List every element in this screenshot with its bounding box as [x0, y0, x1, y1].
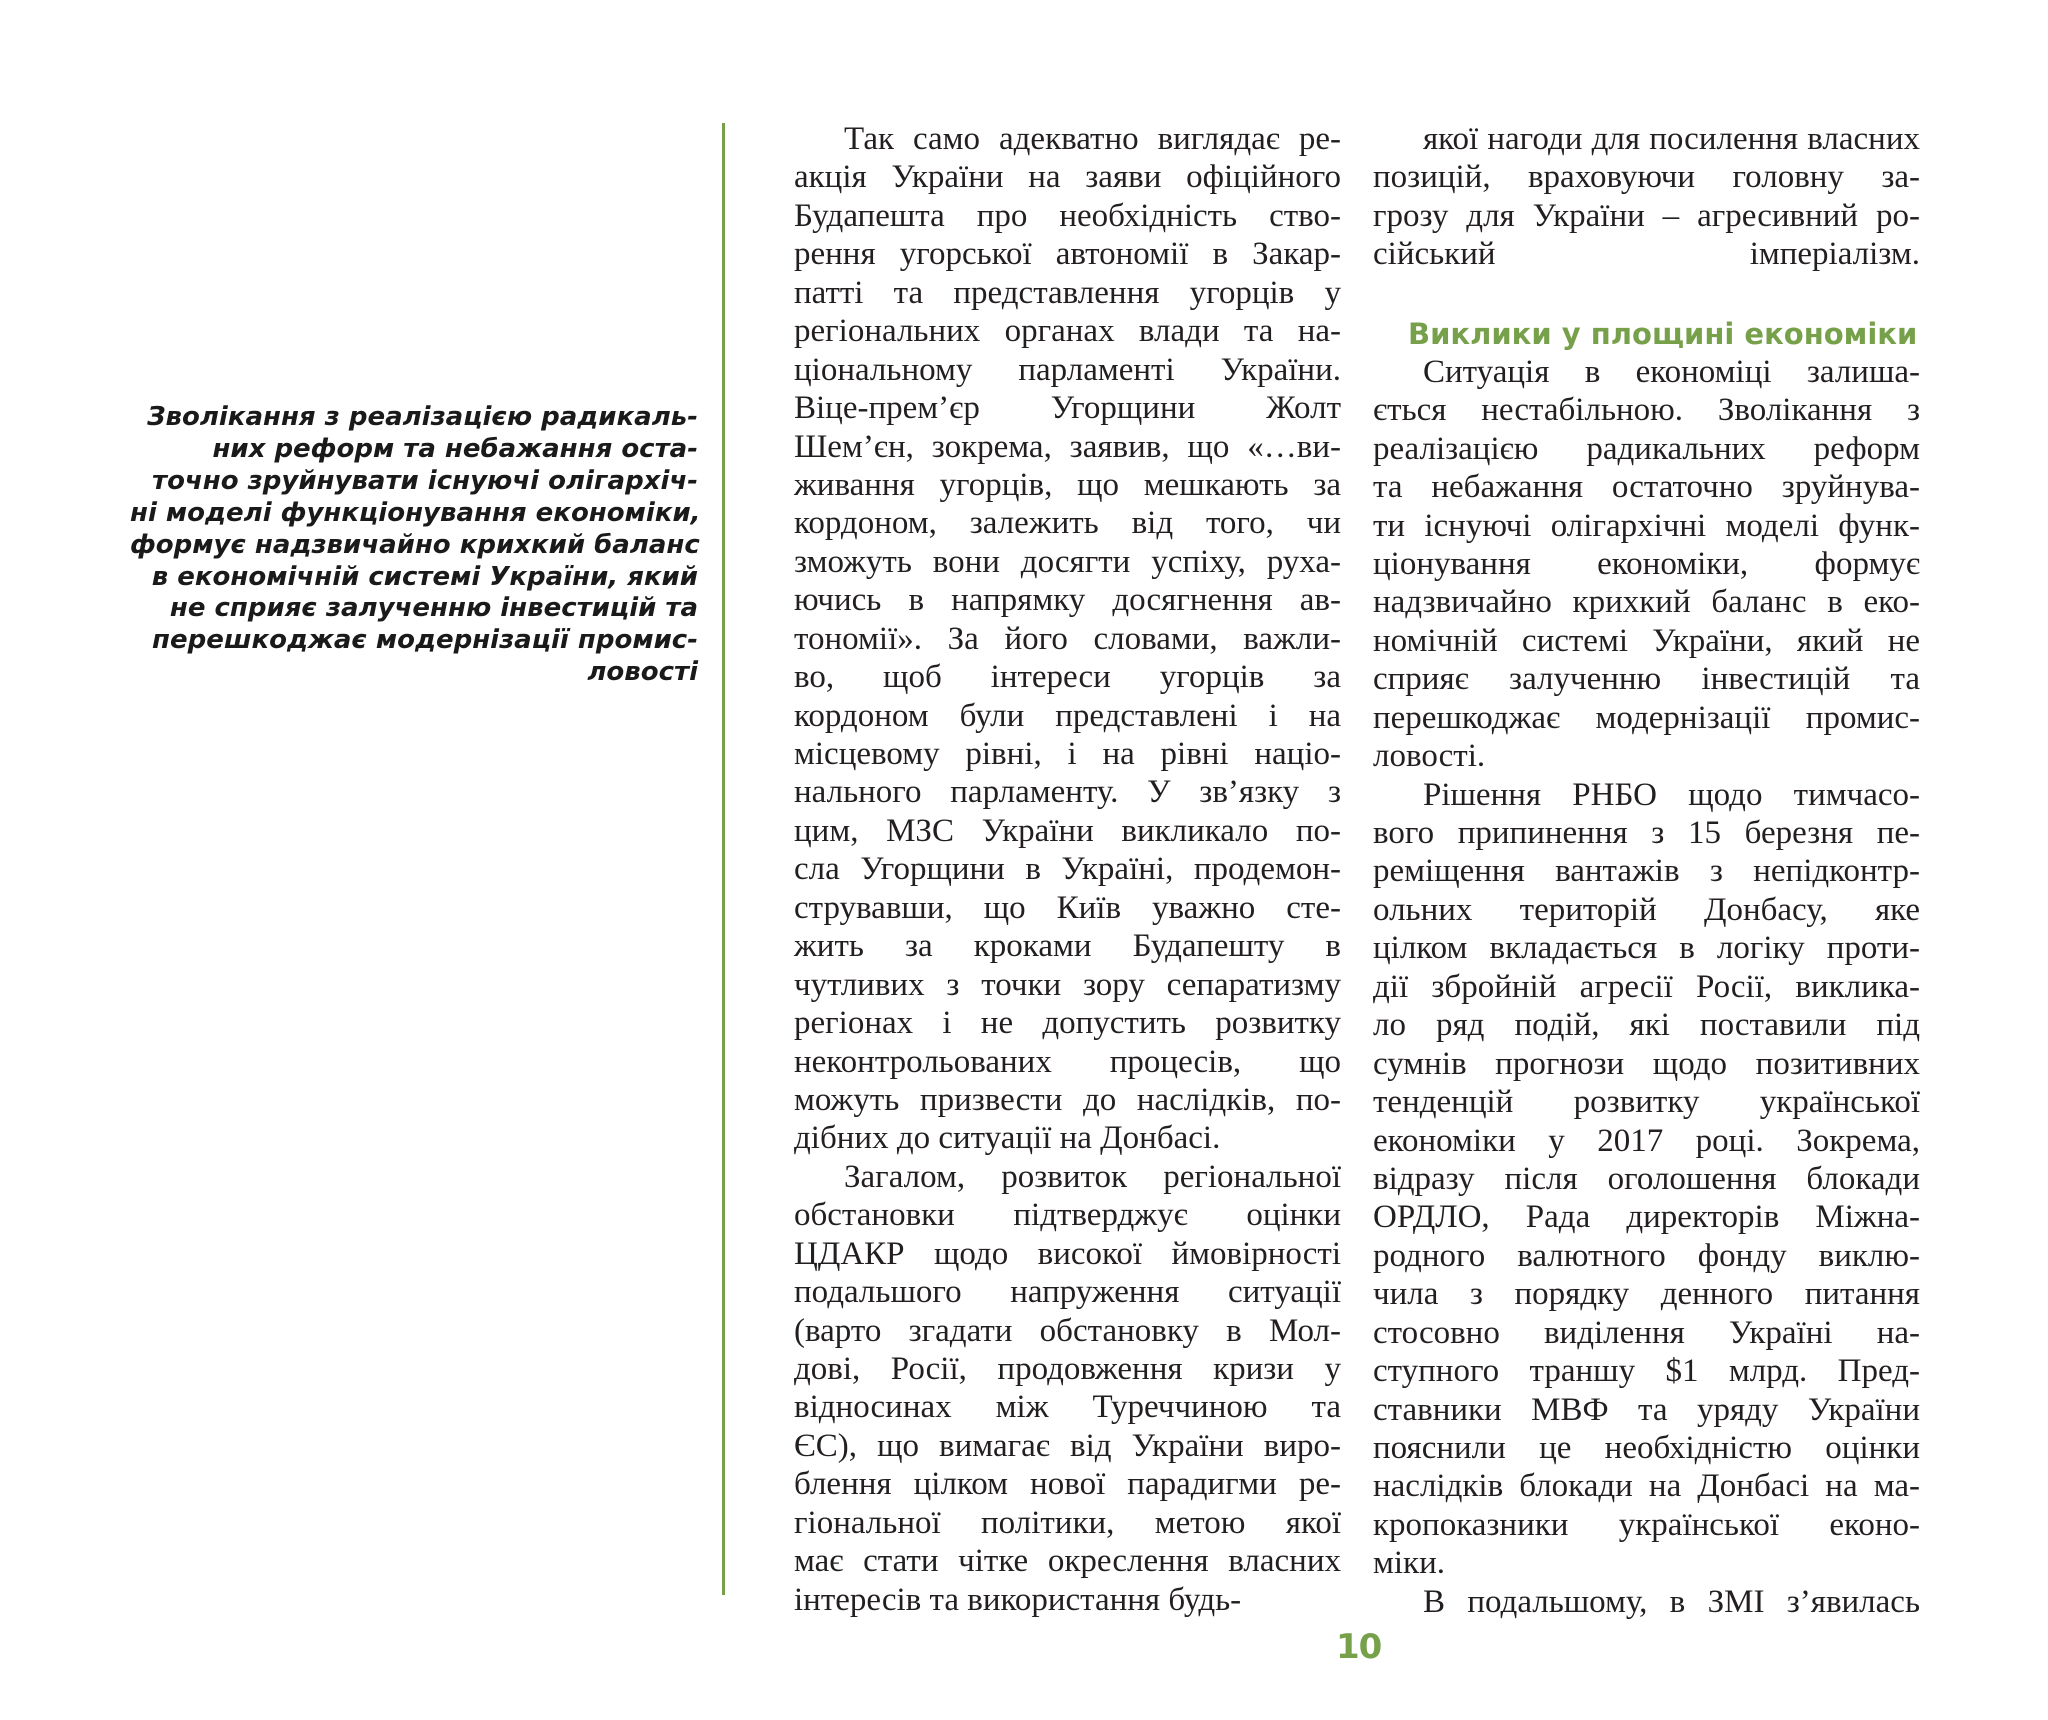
text-line: економіки у 2017 році. Зокрема, [1373, 1122, 1920, 1159]
pull-quote-line: них реформ та небажання оста- [212, 433, 698, 464]
text-line: чила з порядку денного питання [1373, 1276, 1920, 1313]
text-line: дові, Росії, продовження кризи у [794, 1351, 1341, 1387]
text-line: во, щоб інтереси угорців за [794, 659, 1341, 696]
text-line: ЦДАКР щодо високої ймовірності [794, 1235, 1341, 1272]
text-line: якої нагоди для посилення власних [1423, 121, 1920, 157]
text-line: ставники МВФ та уряду України [1373, 1391, 1920, 1428]
text-line: струвавши, що Київ уважно сте- [794, 889, 1341, 926]
text-line: відразу після оголошення блокади [1373, 1160, 1920, 1197]
pull-quote-line: в економічній системі України, який [151, 561, 698, 592]
text-line: ловості. [1373, 738, 1486, 775]
text-line: зможуть вони досягти успіху, руха- [794, 543, 1341, 580]
text-line: позицій, враховуючи головну за- [1373, 159, 1920, 196]
text-line: тономії». За його словами, важли- [794, 620, 1341, 657]
text-line: реалізацією радикальних реформ [1373, 430, 1920, 467]
text-line: Ситуація в економіці залиша- [1423, 353, 1920, 390]
text-line: ціонування економіки, формує [1373, 545, 1920, 582]
text-column-right [1373, 120, 1920, 1621]
paragraph [794, 120, 1341, 1158]
section-heading: Виклики у площині економіки [1408, 316, 1918, 351]
text-line: рення угорської автономії в Закар- [794, 236, 1341, 273]
text-line: живання угорців, що мешкають за [794, 466, 1341, 503]
paragraph [1373, 120, 1920, 274]
text-line: ється нестабільною. Зволікання з [1373, 392, 1920, 429]
text-line: кордоном були представлені і на [794, 697, 1341, 734]
text-line: реміщення вантажів з непідконтр- [1373, 853, 1920, 890]
text-line: патті та представлення угорців у [794, 274, 1341, 311]
text-line: можуть призвести до наслідків, по- [794, 1081, 1341, 1118]
pull-quote-line: не сприяє залученню інвестицій та [169, 593, 698, 624]
text-line: акція України на заяви офіційного [794, 159, 1341, 196]
pull-quote-line: ловості [587, 657, 698, 688]
text-column-left [794, 120, 1341, 1619]
text-line: чутливих з точки зору сепаратизму [794, 966, 1341, 1003]
text-line: ступного траншу $1 млрд. Пред- [1373, 1353, 1920, 1390]
text-line: Шем’єн, зокрема, заявив, що «…ви- [794, 428, 1341, 465]
text-line: Рішення РНБО щодо тимчасо- [1423, 776, 1920, 813]
text-line: цілком вкладається в логіку проти- [1373, 930, 1920, 967]
page-number: 10 [1336, 1627, 1382, 1667]
text-line: родного валютного фонду виклю- [1373, 1237, 1920, 1274]
text-line: номічній системі України, який не [1373, 622, 1920, 659]
text-line: цим, МЗС України викликало по- [794, 812, 1341, 849]
text-line: грозу для України – агресивний ро- [1373, 197, 1920, 234]
text-line: жить за кроками Будапешту в [794, 928, 1341, 965]
text-line: Загалом, розвиток регіональної [844, 1158, 1341, 1195]
text-line: регіональних органах влади та на- [794, 313, 1341, 350]
text-line: гіональної політики, метою якої [794, 1504, 1341, 1541]
text-line: нального парламенту. У зв’язку з [794, 774, 1341, 811]
text-line: надзвичайно крихкий баланс в еко- [1373, 584, 1920, 621]
paragraph [1373, 776, 1920, 1583]
text-line: ОРДЛО, Рада директорів Міжна- [1373, 1199, 1920, 1236]
text-line: Так само адекватно виглядає ре- [844, 121, 1341, 157]
text-line: інтересів та використання будь- [794, 1581, 1242, 1618]
text-line: подальшого напруження ситуації [794, 1274, 1341, 1311]
text-line: ти існуючі олігархічні моделі функ- [1373, 507, 1920, 544]
text-line: ЄС), що вимагає від України виро- [794, 1427, 1341, 1464]
text-line: наслідків блокади на Донбасі на ма- [1373, 1468, 1920, 1505]
pull-quote [130, 402, 701, 689]
pull-quote-line: Зволікання з реалізацією радикаль- [147, 402, 698, 432]
text-line: відносинах між Туреччиною та [794, 1389, 1341, 1426]
text-line: ло ряд подій, які поставили під [1373, 1007, 1920, 1044]
text-line: тенденцій розвитку української [1373, 1084, 1920, 1121]
paragraph [1373, 1583, 1920, 1621]
text-line: та небажання остаточно зруйнува- [1373, 469, 1920, 506]
text-line: кордоном, залежить від того, чи [794, 505, 1341, 542]
text-line: неконтрольованих процесів, що [794, 1043, 1341, 1080]
pull-quote-line: ні моделі функціонування економіки, [130, 497, 701, 528]
text-line: перешкоджає модернізації промис- [1373, 699, 1920, 736]
text-line: стосовно виділення Україні на- [1373, 1314, 1920, 1351]
text-line: сприяє залученню інвестицій та [1373, 661, 1920, 698]
pull-quote-line: точно зруйнувати існуючі олігархіч- [152, 465, 698, 496]
text-line: вого припинення з 15 березня пе- [1373, 815, 1920, 851]
text-line: (варто згадати обстановку в Мол- [794, 1312, 1341, 1349]
text-line: В подальшому, в ЗМІ з’явилась [1423, 1583, 1920, 1620]
column-divider [722, 123, 725, 1595]
text-line: обстановки підтверджує оцінки [794, 1197, 1341, 1234]
paragraph [1373, 353, 1920, 776]
paragraph [794, 1158, 1341, 1619]
text-line: ольних територій Донбасу, яке [1373, 891, 1920, 928]
text-line: дібних до ситуації на Донбасі. [794, 1120, 1221, 1157]
text-line: ючись в напрямку досягнення ав- [794, 582, 1341, 619]
text-line: ціональному парламенті України. [794, 351, 1341, 388]
pull-quote-line: формує надзвичайно крихкий баланс [130, 529, 700, 560]
text-line: сійський імперіалізм. [1373, 236, 1920, 273]
text-line: дії збройній агресії Росії, виклика- [1373, 968, 1920, 1005]
text-line: Віце-прем’єр Угорщини Жолт [794, 390, 1341, 427]
text-line: міки. [1373, 1545, 1445, 1582]
text-line: кропоказники української еконо- [1373, 1506, 1920, 1543]
text-line: місцевому рівні, і на рівні націо- [794, 736, 1341, 772]
text-line: Будапешта про необхідність ство- [794, 197, 1341, 234]
text-line: регіонах і не допустить розвитку [794, 1005, 1341, 1042]
pull-quote-line: перешкоджає модернізації промис- [152, 625, 698, 656]
text-line: блення цілком нової парадигми ре- [794, 1466, 1341, 1503]
text-line: пояснили це необхідністю оцінки [1373, 1430, 1920, 1466]
text-line: має стати чітке окреслення власних [794, 1543, 1341, 1580]
text-line: сла Угорщини в Україні, продемон- [794, 851, 1341, 888]
text-line: сумнів прогнози щодо позитивних [1373, 1045, 1920, 1082]
